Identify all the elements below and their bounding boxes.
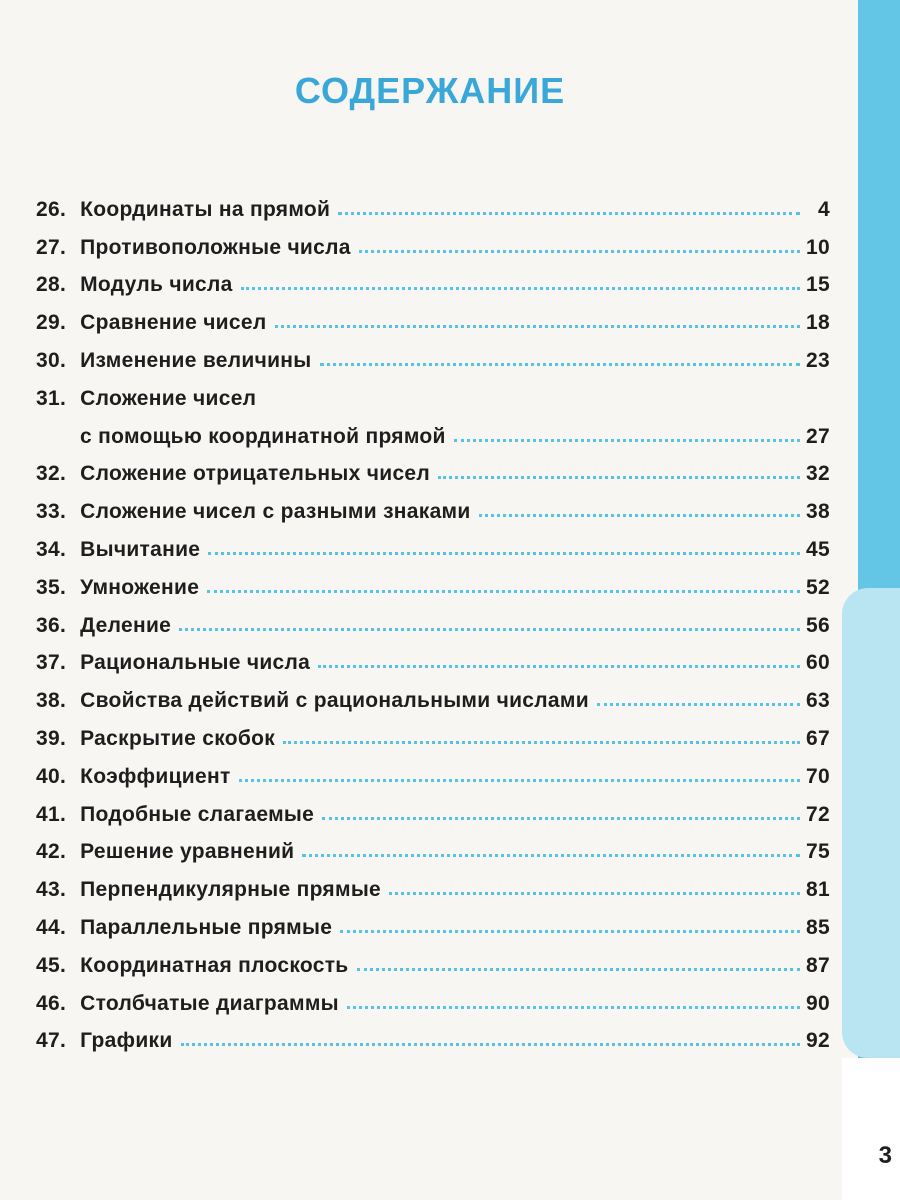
toc-entry-text: Столбчатые диаграммы: [80, 991, 339, 1015]
toc-entry-number: 33.: [36, 500, 67, 524]
toc-entry-number: 34.: [36, 537, 67, 561]
dot-leader: [347, 1006, 800, 1009]
toc-entry-text: Вычитание: [80, 537, 201, 561]
toc-entry-title: [36, 689, 589, 713]
toc-entry: [36, 449, 830, 487]
toc-entry: [36, 524, 830, 562]
toc-entry-title: [36, 954, 349, 978]
toc-entry-number: 46.: [36, 991, 67, 1015]
toc-entry: [36, 675, 830, 713]
dot-leader: [320, 363, 800, 366]
dot-leader: [207, 590, 800, 593]
toc-page-number: 70: [806, 764, 830, 788]
toc-entry-text: Координатная плоскость: [80, 953, 349, 977]
toc-entry-title: [36, 576, 199, 600]
toc-entry-title: [36, 765, 231, 789]
toc-entry: [36, 751, 830, 789]
toc-entry-text: Модуль числа: [80, 273, 233, 297]
toc-entry-text: Свойства действий с рациональными числами: [80, 689, 589, 713]
toc-entry-text: Графики: [80, 1029, 173, 1053]
toc-page-number: 81: [806, 878, 830, 902]
dot-leader: [275, 325, 801, 328]
dot-leader: [357, 968, 801, 971]
toc-entry: [36, 713, 830, 751]
toc-entry: [36, 486, 830, 524]
dot-leader: [389, 892, 800, 895]
toc-entry-number: 29.: [36, 311, 67, 335]
toc-entry: [36, 222, 830, 260]
dot-leader: [479, 514, 800, 517]
toc-entry-title: [36, 1029, 173, 1053]
toc-entry-number: 44.: [36, 915, 67, 939]
toc-entry-text: Рациональные числа: [80, 651, 311, 675]
toc-page-number: 75: [806, 840, 830, 864]
toc-entry-text: Противоположные числа: [80, 235, 351, 259]
toc-entry-title: [36, 614, 171, 638]
page-title: СОДЕРЖАНИЕ: [294, 70, 566, 111]
dot-leader: [438, 476, 800, 479]
toc-entry: [36, 373, 830, 411]
toc-entry-text: Изменение величины: [80, 348, 312, 372]
dot-leader: [318, 665, 800, 668]
table-of-contents: [36, 184, 830, 1053]
dot-leader: [322, 817, 800, 820]
toc-entry: [36, 902, 830, 940]
toc-page-number: 10: [806, 235, 830, 259]
toc-entry-number: 31.: [36, 386, 67, 410]
dot-leader: [302, 854, 800, 857]
toc-entry: [36, 940, 830, 978]
toc-page-number: 32: [806, 462, 830, 486]
toc-entry-number: 41.: [36, 802, 67, 826]
toc-entry-text: Сложение чисел: [80, 386, 257, 410]
toc-entry-title: [36, 349, 312, 373]
toc-entry-continuation: [36, 411, 830, 449]
toc-entry: [36, 638, 830, 676]
toc-page-number: 23: [806, 348, 830, 372]
toc-entry-title: [36, 500, 471, 524]
dot-leader: [181, 1043, 800, 1046]
dot-leader: [597, 703, 800, 706]
toc-entry-number: 37.: [36, 651, 67, 675]
edge-tab: [842, 588, 900, 1058]
toc-entry: [36, 562, 830, 600]
toc-entry-number: 42.: [36, 840, 67, 864]
toc-entry: [36, 600, 830, 638]
toc-entry-text: Перпендикулярные прямые: [80, 878, 382, 902]
toc-page-number: 67: [806, 726, 830, 750]
toc-entry: [36, 335, 830, 373]
toc-page-number: 85: [806, 915, 830, 939]
toc-page-number: 63: [806, 689, 830, 713]
toc-entry-text: Сложение отрицательных чисел: [80, 462, 431, 486]
toc-entry-number: 27.: [36, 235, 67, 259]
toc-entry-title: [36, 462, 430, 486]
toc-entry-title: [36, 992, 339, 1016]
toc-entry-text: Деление: [80, 613, 172, 637]
edge-tab-lower: [842, 1058, 900, 1200]
dot-leader: [340, 930, 800, 933]
toc-page-number: 45: [806, 537, 830, 561]
toc-page-number: 87: [806, 953, 830, 977]
toc-page-number: 52: [806, 575, 830, 599]
dot-leader: [239, 779, 800, 782]
toc-entry-number: 38.: [36, 689, 67, 713]
toc-entry-number: 26.: [36, 197, 67, 221]
toc-entry-text-continued: с помощью координатной прямой: [80, 424, 446, 448]
toc-page-number: 56: [806, 613, 830, 637]
toc-entry-number: 47.: [36, 1029, 67, 1053]
toc-entry-number: 45.: [36, 953, 67, 977]
toc-entry-number: 35.: [36, 575, 67, 599]
toc-page-number: 60: [806, 651, 830, 675]
toc-page-number: 38: [806, 500, 830, 524]
toc-entry-number: 30.: [36, 348, 67, 372]
toc-entry: [36, 1016, 830, 1054]
toc-entry-text: Коэффициент: [80, 764, 231, 788]
toc-page-number: 18: [806, 311, 830, 335]
dot-leader: [359, 250, 800, 253]
toc-entry-number: 28.: [36, 273, 67, 297]
toc-entry-title: [36, 236, 351, 260]
toc-entry: [36, 864, 830, 902]
toc-entry-title: [36, 273, 233, 297]
toc-entry-title: [36, 651, 310, 675]
toc-entry-title: [36, 311, 267, 335]
dot-leader: [338, 212, 800, 215]
toc-page-number: 4: [818, 197, 830, 221]
dot-leader: [179, 628, 800, 631]
toc-entry-number: 32.: [36, 462, 67, 486]
toc-entry: [36, 297, 830, 335]
toc-entry: [36, 978, 830, 1016]
toc-entry: [36, 260, 830, 298]
toc-entry-number: 40.: [36, 764, 67, 788]
toc-entry-text: Раскрытие скобок: [80, 726, 276, 750]
toc-entry-text: Решение уравнений: [80, 840, 295, 864]
toc-entry-title: [36, 387, 256, 411]
page-number: 3: [878, 1142, 892, 1169]
dot-leader: [241, 287, 800, 290]
toc-entry-number: 39.: [36, 726, 67, 750]
toc-page-number: 27: [806, 424, 830, 448]
toc-entry-title: [36, 538, 200, 562]
toc-entry: [36, 789, 830, 827]
toc-entry-number: 43.: [36, 878, 67, 902]
toc-entry-title: [36, 916, 332, 940]
toc-entry: [36, 184, 830, 222]
dot-leader: [454, 439, 800, 442]
dot-leader: [208, 552, 800, 555]
toc-entry-number: 36.: [36, 613, 67, 637]
toc-entry: [36, 827, 830, 865]
toc-page-number: 92: [806, 1029, 830, 1053]
toc-entry-title: [36, 878, 381, 902]
toc-entry-text: Умножение: [80, 575, 200, 599]
toc-entry-text: Подобные слагаемые: [80, 802, 315, 826]
toc-entry-title: [36, 727, 275, 751]
toc-entry-title: [36, 198, 330, 222]
toc-entry-text: Сложение чисел с разными знаками: [80, 500, 471, 524]
toc-entry-title: [36, 803, 314, 827]
toc-page-number: 15: [806, 273, 830, 297]
toc-entry-text: Координаты на прямой: [80, 197, 331, 221]
toc-page-number: 72: [806, 802, 830, 826]
toc-entry-text: Параллельные прямые: [80, 915, 333, 939]
toc-entry-text: Сравнение чисел: [80, 311, 267, 335]
dot-leader: [283, 741, 800, 744]
toc-entry-title: [36, 840, 294, 864]
toc-page-number: 90: [806, 991, 830, 1015]
